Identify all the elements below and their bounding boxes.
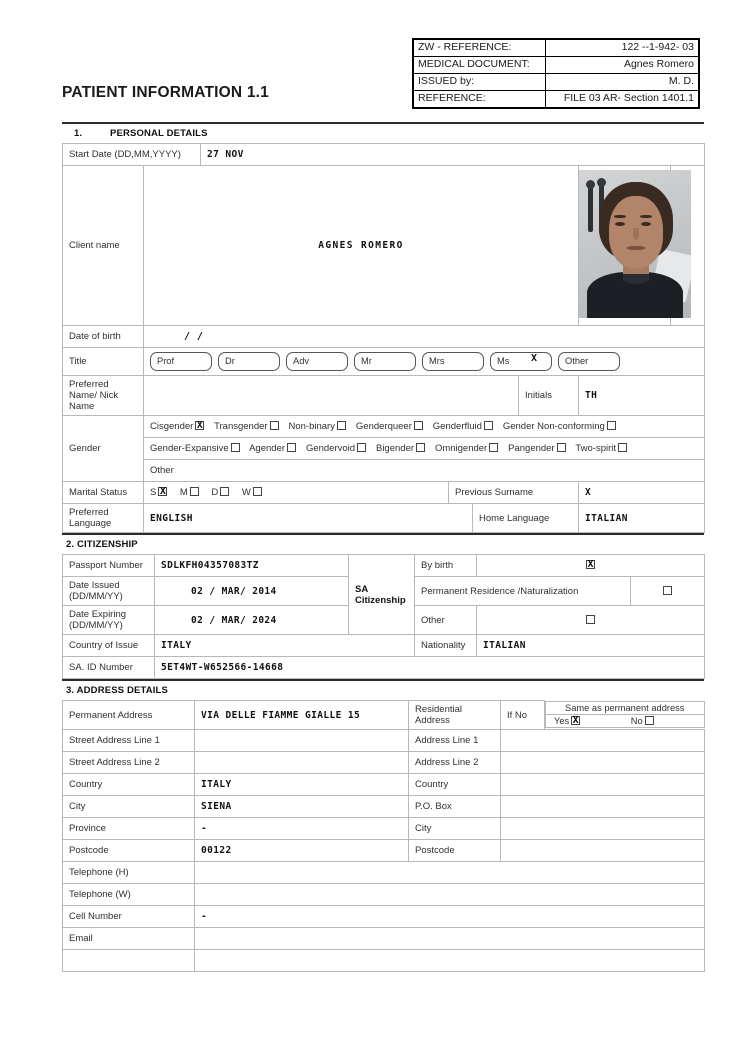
country-of-issue-label: Country of Issue (63, 635, 155, 657)
gender-option-gender-expansive-checkbox[interactable] (231, 443, 240, 452)
section-2-heading: 2. CITIZENSHIP (66, 539, 138, 550)
gender-option-cisgender-label: Cisgender (150, 421, 194, 432)
residential-postcode-label: Postcode (409, 840, 501, 862)
marital-option-widowed-checkbox[interactable] (253, 487, 262, 496)
reference-label-issued-by: ISSUED by: (414, 74, 546, 91)
client-name-value[interactable]: AGNES ROMERO (144, 166, 579, 326)
client-name-row (63, 166, 705, 326)
citizenship-table (62, 554, 705, 679)
sa-citizenship-label: SA Citizenship (349, 555, 415, 635)
personal-details-table (62, 143, 705, 533)
residential-postcode-value[interactable] (501, 840, 705, 862)
title-option-mrs[interactable] (422, 352, 484, 371)
residential-city-label: City (409, 818, 501, 840)
gender-option-omnigender-checkbox[interactable] (489, 443, 498, 452)
photo-collar (623, 274, 649, 284)
gender-option-transgender-checkbox[interactable] (270, 421, 279, 430)
home-language-value[interactable]: ITALIAN (579, 504, 705, 533)
citizenship-permanent-residence-label: Permanent Residence /Naturalization (415, 577, 631, 606)
section-1-number: 1. (74, 128, 83, 139)
blank-row-label (63, 950, 195, 972)
marital-option-divorced-label: D (211, 487, 219, 498)
sa-id-number-label: SA. ID Number (63, 657, 155, 679)
permanent-province-value[interactable]: - (195, 818, 409, 840)
permanent-province-label: Province (63, 818, 195, 840)
preferred-language-label: Preferred Language (63, 504, 144, 533)
form-body (62, 122, 704, 972)
table-row (63, 752, 705, 774)
title-option-mrs-label: Mrs (429, 356, 445, 366)
same-as-permanent-cell (545, 701, 705, 730)
table-row (63, 840, 705, 862)
table-row (63, 730, 705, 752)
gender-option-gendervoid-label: Gendervoid (305, 443, 356, 454)
preferred-language-value[interactable]: ENGLISH (144, 504, 473, 533)
same-as-permanent-yes-checkbox[interactable] (571, 716, 580, 725)
language-row (63, 504, 705, 533)
passport-number-label: Passport Number (63, 555, 155, 577)
preferred-name-value[interactable] (144, 376, 519, 416)
nationality-value[interactable]: ITALIAN (477, 635, 705, 657)
table-row (63, 950, 705, 972)
marital-option-married[interactable] (180, 487, 201, 498)
street-address-line-2-label: Street Address Line 2 (63, 752, 195, 774)
table-row (63, 818, 705, 840)
table-row (63, 884, 705, 906)
otoscope-icon (588, 186, 593, 232)
gender-label: Gender (63, 416, 144, 482)
residential-address-label: Residential Address (409, 701, 501, 730)
permanent-address-value[interactable]: VIA DELLE FIAMME GIALLE 15 (195, 701, 409, 730)
table-row (63, 796, 705, 818)
reference-row (414, 74, 699, 91)
preferred-name-row (63, 376, 705, 416)
same-as-permanent-box (545, 701, 705, 728)
street-address-line-2-value[interactable] (195, 752, 409, 774)
country-of-issue-value[interactable]: ITALY (155, 635, 415, 657)
start-date-label: Start Date (DD,MM,YYYY) (63, 144, 201, 166)
gender-option-genderfluid-checkbox[interactable] (484, 421, 493, 430)
patient-portrait-photo (579, 170, 691, 318)
start-date-value[interactable]: 27 NOV (201, 144, 705, 166)
title-option-ms[interactable] (490, 352, 552, 371)
title-option-other[interactable] (558, 352, 620, 371)
date-issued-value[interactable]: 02 / MAR/ 2014 (155, 577, 349, 606)
permanent-address-row (63, 701, 705, 730)
photo-nose (633, 228, 639, 240)
gender-option-non-binary-label: Non-binary (288, 421, 335, 432)
section-3-heading: 3. ADDRESS DETAILS (66, 685, 168, 696)
permanent-postcode-value[interactable]: 00122 (195, 840, 409, 862)
nationality-label: Nationality (415, 635, 477, 657)
email-label: Email (63, 928, 195, 950)
telephone-home-label: Telephone (H) (63, 862, 195, 884)
previous-surname-value[interactable]: X (579, 482, 705, 504)
residential-country-label: Country (409, 774, 501, 796)
gender-option-cisgender[interactable] (150, 421, 206, 432)
citizenship-other-checkbox[interactable] (586, 615, 595, 624)
residential-country-value[interactable] (501, 774, 705, 796)
marital-option-widowed-label: W (241, 487, 251, 498)
same-as-permanent-options (546, 715, 704, 727)
table-row (63, 906, 705, 928)
title-option-prof-label: Prof (157, 356, 175, 366)
if-no-label: If No (501, 701, 545, 730)
street-address-line-1-value[interactable] (195, 730, 409, 752)
same-as-permanent-no-label: No (630, 716, 643, 727)
permanent-city-value[interactable]: SIENA (195, 796, 409, 818)
gender-other-cell[interactable] (144, 460, 705, 482)
citizenship-other-cell[interactable] (477, 606, 705, 635)
permanent-postcode-label: Postcode (63, 840, 195, 862)
marital-option-single-label: S (150, 487, 157, 498)
date-of-birth-row (63, 326, 705, 348)
date-of-birth-value[interactable]: / / (144, 326, 705, 348)
title-option-mr[interactable] (354, 352, 416, 371)
blank-row-value[interactable] (195, 950, 705, 972)
reference-row (414, 57, 699, 74)
section-1-title: PERSONAL DETAILS (110, 128, 208, 139)
gender-option-genderqueer-checkbox[interactable] (414, 421, 423, 430)
home-language-label: Home Language (473, 504, 579, 533)
same-as-permanent-no-checkbox[interactable] (645, 716, 654, 725)
marital-option-married-checkbox[interactable] (190, 487, 199, 496)
preferred-name-label: Preferred Name/ Nick Name (63, 376, 144, 416)
gender-row-2 (63, 438, 705, 460)
client-name-label: Client name (63, 166, 144, 326)
reference-label-zw: ZW - REFERENCE: (414, 40, 546, 57)
title-options-cell (144, 348, 705, 376)
marital-option-divorced-checkbox[interactable] (220, 487, 229, 496)
reference-value-zw: 122 --1-942- 03 (546, 40, 699, 57)
residential-city-value[interactable] (501, 818, 705, 840)
gender-option-agender-checkbox[interactable] (287, 443, 296, 452)
title-option-dr[interactable] (218, 352, 280, 371)
marital-option-single-checkbox[interactable] (158, 487, 167, 496)
gender-option-non-binary-checkbox[interactable] (337, 421, 346, 430)
gender-option-gender-expansive-label: Gender-Expansive (150, 443, 229, 454)
title-label: Title (63, 348, 144, 376)
gender-option-pangender[interactable] (508, 443, 567, 454)
initials-label: Initials (519, 376, 579, 416)
section-1-heading (62, 124, 704, 143)
reference-value-issued-by: M. D. (546, 74, 699, 91)
gender-options-row-1 (144, 416, 705, 438)
marital-status-label: Marital Status (63, 482, 144, 504)
gender-option-pangender-checkbox[interactable] (557, 443, 566, 452)
photo-mouth (627, 246, 645, 250)
gender-option-genderfluid-label: Genderfluid (432, 421, 482, 432)
gender-option-bigender-label: Bigender (375, 443, 415, 454)
date-expiring-value[interactable]: 02 / MAR/ 2024 (155, 606, 349, 635)
permanent-address-label: Permanent Address (63, 701, 195, 730)
telephone-work-value[interactable] (195, 884, 705, 906)
citizenship-other-label: Other (415, 606, 477, 635)
gender-option-bigender[interactable] (376, 443, 427, 454)
title-option-adv[interactable] (286, 352, 348, 371)
reference-value-medical-document: Agnes Romero (546, 57, 699, 74)
passport-number-value[interactable]: SDLKFH04357083TZ (155, 555, 349, 577)
title-option-ms-mark: X (530, 353, 537, 364)
gender-option-bigender-checkbox[interactable] (416, 443, 425, 452)
citizenship-by-birth-checkbox[interactable] (586, 560, 595, 569)
gender-option-pangender-label: Pangender (508, 443, 555, 454)
same-as-permanent-yes[interactable] (554, 716, 582, 726)
previous-surname-label: Previous Surname (449, 482, 579, 504)
table-row (63, 774, 705, 796)
gender-option-two-spirit[interactable] (575, 443, 629, 454)
citizenship-permanent-residence-checkbox[interactable] (663, 586, 672, 595)
gender-option-gendervoid[interactable] (306, 443, 368, 454)
page-title: PATIENT INFORMATION 1.1 (62, 84, 269, 101)
address-line-2-value[interactable] (501, 752, 705, 774)
marital-option-single[interactable] (150, 487, 169, 498)
title-option-adv-label: Adv (293, 356, 310, 366)
telephone-home-value[interactable] (195, 862, 705, 884)
table-row (63, 928, 705, 950)
gender-option-two-spirit-checkbox[interactable] (618, 443, 627, 452)
photo-brow-right (640, 215, 652, 218)
gender-option-genderqueer[interactable] (356, 421, 425, 432)
marital-status-options (144, 482, 449, 504)
same-as-permanent-label: Same as permanent address (546, 702, 704, 715)
initials-value[interactable]: TH (579, 376, 705, 416)
gender-option-agender[interactable] (249, 443, 298, 454)
address-line-1-value[interactable] (501, 730, 705, 752)
gender-option-cisgender-checkbox[interactable] (195, 421, 204, 430)
email-value[interactable] (195, 928, 705, 950)
start-date-row (63, 144, 705, 166)
gender-option-two-spirit-label: Two-spirit (575, 443, 617, 454)
title-option-other-label: Other (565, 356, 589, 366)
reference-label-reference: REFERENCE: (414, 91, 546, 108)
passport-row (63, 555, 705, 577)
citizenship-by-birth-cell[interactable] (477, 555, 705, 577)
permanent-country-value[interactable]: ITALY (195, 774, 409, 796)
photo-eye-right (641, 222, 651, 226)
marital-status-row (63, 482, 705, 504)
patient-photo-cell (579, 166, 671, 326)
table-row (63, 862, 705, 884)
photo-eye-left (615, 222, 625, 226)
marital-option-married-label: M (179, 487, 188, 498)
sa-id-row (63, 657, 705, 679)
marital-option-divorced[interactable] (211, 487, 231, 498)
gender-option-genderfluid[interactable] (433, 421, 495, 432)
reference-header-box (412, 38, 700, 109)
date-of-birth-label: Date of birth (63, 326, 144, 348)
gender-option-transgender[interactable] (214, 421, 281, 432)
reference-row (414, 40, 699, 57)
gender-option-omnigender-label: Omnigender (434, 443, 488, 454)
same-as-permanent-no[interactable] (631, 716, 656, 726)
po-box-label: P.O. Box (409, 796, 501, 818)
address-line-2-label: Address Line 2 (409, 752, 501, 774)
address-details-table (62, 700, 705, 972)
address-line-1-label: Address Line 1 (409, 730, 501, 752)
gender-option-gender-expansive[interactable] (150, 443, 242, 454)
gender-row (63, 416, 705, 438)
title-option-prof[interactable] (150, 352, 212, 371)
gender-other-label: Other (150, 465, 174, 476)
gender-option-agender-label: Agender (249, 443, 286, 454)
cell-number-label: Cell Number (63, 906, 195, 928)
po-box-value[interactable] (501, 796, 705, 818)
title-option-dr-label: Dr (225, 356, 235, 366)
reference-row (414, 91, 699, 108)
citizenship-by-birth-label: By birth (415, 555, 477, 577)
permanent-city-label: City (63, 796, 195, 818)
date-expiring-label: Date Expiring (DD/MM/YY) (63, 606, 155, 635)
gender-option-transgender-label: Transgender (214, 421, 268, 432)
gender-option-omnigender[interactable] (435, 443, 500, 454)
marital-option-widowed[interactable] (242, 487, 264, 498)
cell-number-value[interactable]: - (195, 906, 705, 928)
gender-option-gendervoid-checkbox[interactable] (357, 443, 366, 452)
gender-option-non-conforming-checkbox[interactable] (607, 421, 616, 430)
telephone-work-label: Telephone (W) (63, 884, 195, 906)
same-as-permanent-yes-label: Yes (554, 716, 570, 727)
title-row (63, 348, 705, 376)
gender-option-genderqueer-label: Genderqueer (355, 421, 412, 432)
permanent-country-label: Country (63, 774, 195, 796)
date-issued-label: Date Issued (DD/MM/YY) (63, 577, 155, 606)
country-of-issue-row (63, 635, 705, 657)
gender-option-non-conforming-label: Gender Non-conforming (502, 421, 605, 432)
reference-value-reference: FILE 03 AR- Section 1401.1 (546, 91, 699, 108)
reference-label-medical-document: MEDICAL DOCUMENT: (414, 57, 546, 74)
street-address-line-1-label: Street Address Line 1 (63, 730, 195, 752)
title-option-mr-label: Mr (361, 356, 372, 366)
gender-option-non-binary[interactable] (289, 421, 348, 432)
photo-brow-left (614, 215, 626, 218)
sa-id-number-value[interactable]: 5ET4WT-W652566-14668 (155, 657, 705, 679)
gender-option-non-conforming[interactable] (503, 421, 618, 432)
title-option-ms-label: Ms (497, 356, 510, 366)
gender-options-row-2 (144, 438, 705, 460)
gender-other-row (63, 460, 705, 482)
citizenship-permanent-residence-cell[interactable] (631, 577, 705, 606)
